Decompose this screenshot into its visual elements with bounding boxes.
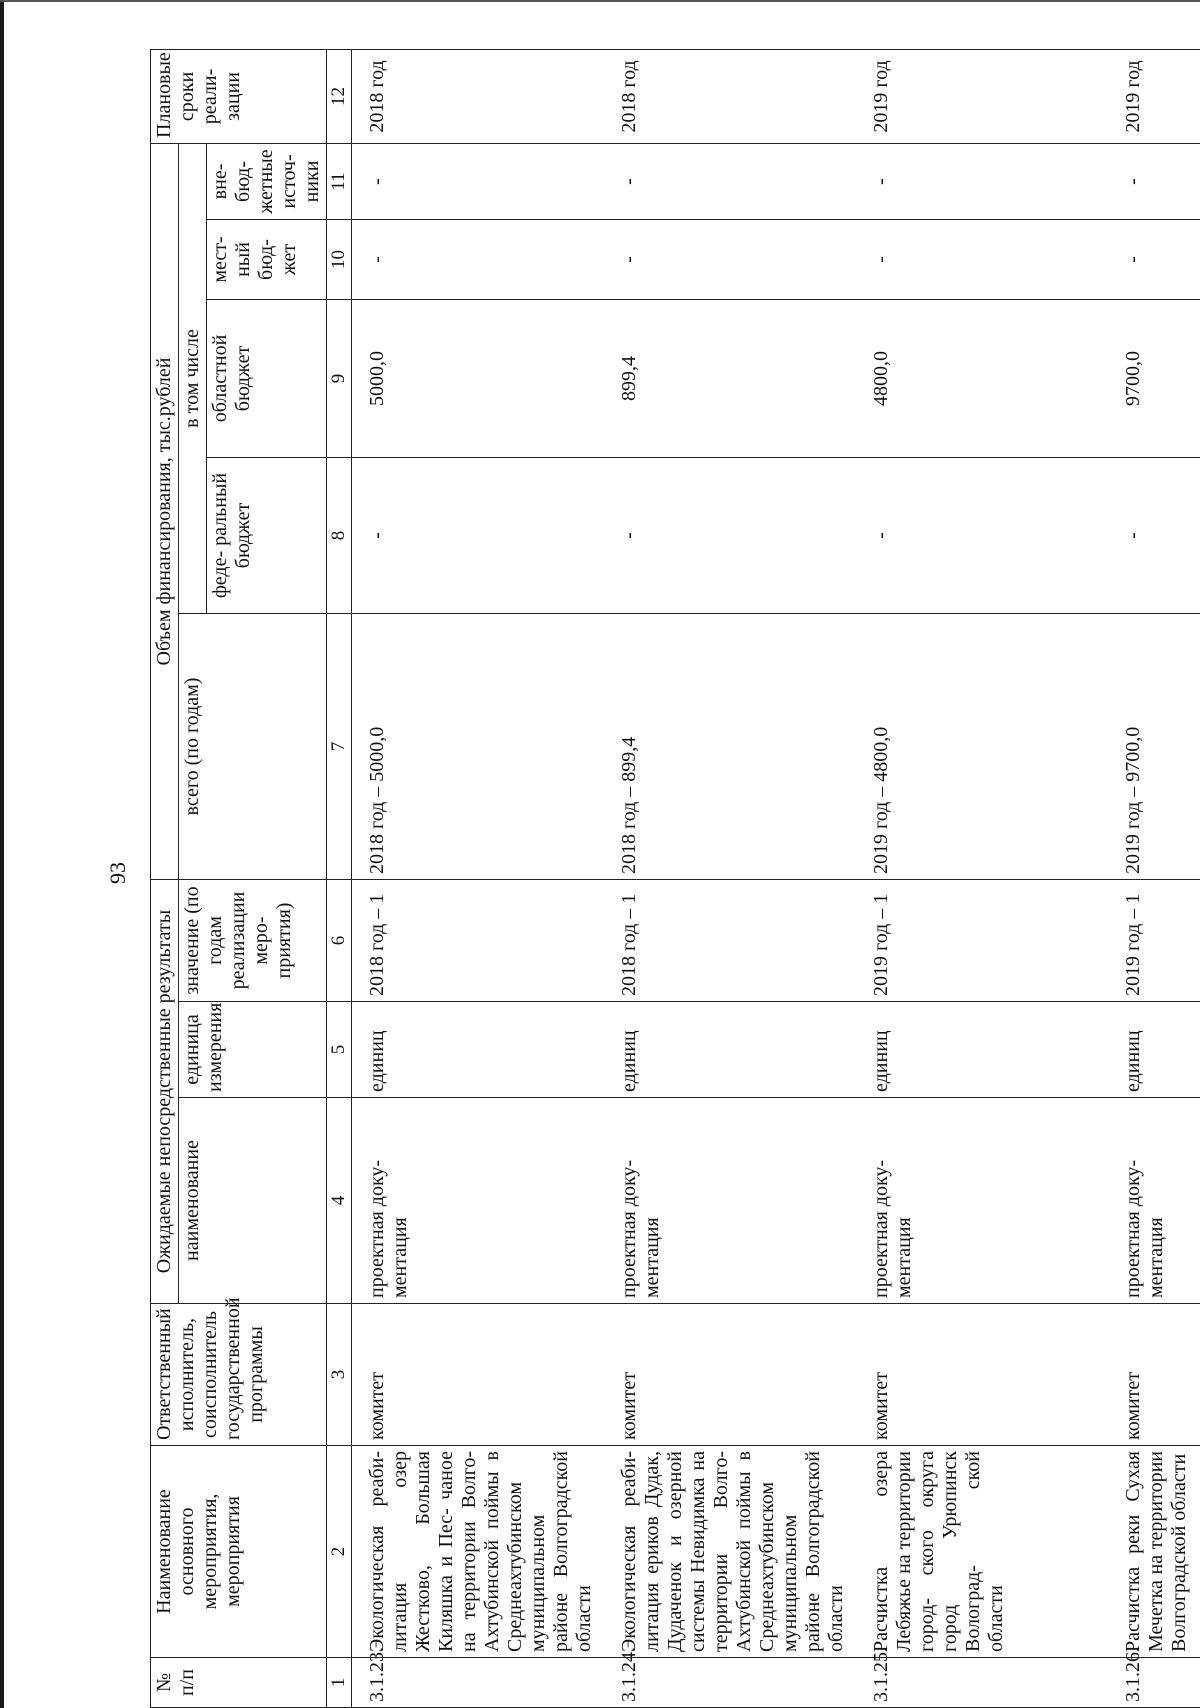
finance-local: -: [351, 220, 604, 300]
row-number: 3.1.26.: [1108, 1658, 1200, 1708]
row-number: 3.1.24.: [604, 1658, 856, 1708]
finance-total: 2018 год – 899,4: [604, 614, 856, 880]
table-row: [1108, 49, 1200, 1707]
row-number: 3.1.23.: [351, 1658, 604, 1708]
column-number-row: [327, 49, 352, 1707]
result-name: проектная доку- ментация: [1108, 1098, 1200, 1304]
header-result-unit: единица измерения: [179, 1002, 327, 1098]
measure-name: Экологическая реаби- литация озер Жестково, Большая Киляшка и Пес- чаное на территории Волго-Ахтубинской поймы в Среднеахтубинском муниципальном районе Волгоградской области: [351, 1446, 604, 1658]
measure-name: Экологическая реаби- литация ериков Дудак, Дудаченок и озерной системы Невидимка на территории Волго- Ахтубинской поймы в Среднеахтубинском муниципальном районе Волгоградской области: [604, 1446, 856, 1658]
header-finance-regional: областной бюджет: [207, 300, 327, 458]
result-name: проектная доку- ментация: [604, 1098, 856, 1304]
planned-terms: 2018 год: [351, 49, 604, 143]
table-row: [351, 49, 604, 1707]
finance-regional: 899,4: [604, 300, 856, 458]
executor: комитет: [604, 1304, 856, 1446]
finance-total: 2019 год – 4800,0: [856, 614, 1108, 880]
table-row: [604, 49, 856, 1707]
header-result-name: наименование: [179, 1098, 327, 1304]
finance-federal: -: [1108, 458, 1200, 614]
header-terms: Плановые сроки реали- зации: [151, 49, 327, 143]
scan-edge: [0, 0, 4, 1708]
result-value: 2019 год – 1: [1108, 880, 1200, 1002]
column-number: 5: [327, 1002, 352, 1098]
header-num: № п/п: [151, 1658, 327, 1708]
finance-federal: -: [856, 458, 1108, 614]
result-unit: единиц: [1108, 1002, 1200, 1098]
row-number: 3.1.25.: [856, 1658, 1108, 1708]
finance-extra: -: [856, 143, 1108, 219]
column-number: 1: [327, 1658, 352, 1708]
finance-local: -: [604, 220, 856, 300]
finance-local: -: [1108, 220, 1200, 300]
planned-terms: 2019 год: [856, 49, 1108, 143]
header-result-value: значение (по годам реализации меро- приятия): [179, 880, 327, 1002]
result-value: 2018 год – 1: [351, 880, 604, 1002]
finance-regional: 4800,0: [856, 300, 1108, 458]
result-name: проектная доку- ментация: [351, 1098, 604, 1304]
table-header: [151, 49, 352, 1707]
header-finance-group: Объем финансирования, тыс.рублей: [151, 143, 179, 879]
column-number: 10: [327, 220, 352, 300]
finance-federal: -: [604, 458, 856, 614]
finance-regional: 9700,0: [1108, 300, 1200, 458]
finance-local: -: [856, 220, 1108, 300]
executor: комитет: [351, 1304, 604, 1446]
column-number: 7: [327, 614, 352, 880]
finance-extra: -: [604, 143, 856, 219]
header-results-group: Ожидаемые непосредственные результаты: [151, 880, 179, 1304]
result-value: 2019 год – 1: [856, 880, 1108, 1002]
header-finance-federal: феде- ральный бюджет: [207, 458, 327, 614]
column-number: 11: [327, 143, 352, 219]
executor: комитет: [856, 1304, 1108, 1446]
column-number: 2: [327, 1446, 352, 1658]
planned-terms: 2019 год: [1108, 49, 1200, 143]
column-number: 4: [327, 1098, 352, 1304]
finance-federal: -: [351, 458, 604, 614]
finance-regional: 5000,0: [351, 300, 604, 458]
result-value: 2018 год – 1: [604, 880, 856, 1002]
table-body: [351, 49, 1200, 1707]
scan-edge-top: [0, 0, 1200, 2]
column-number: 12: [327, 49, 352, 143]
column-number: 3: [327, 1304, 352, 1446]
finance-total: 2018 год – 5000,0: [351, 614, 604, 880]
result-unit: единиц: [856, 1002, 1108, 1098]
header-finance-local: мест- ный бюд- жет: [207, 220, 327, 300]
page-number: 93: [105, 862, 130, 884]
column-number: 9: [327, 300, 352, 458]
executor: комитет: [1108, 1304, 1200, 1446]
measure-name: Расчистка реки Сухая Мечетка на территории Волгоградской области: [1108, 1446, 1200, 1658]
table-row: [856, 49, 1108, 1707]
program-table: [150, 49, 1200, 1708]
measure-name: Расчистка озера Лебяжье на территории город- ского округа город Урюпинск Волоград- ской области: [856, 1446, 1108, 1658]
result-unit: единиц: [351, 1002, 604, 1098]
header-executor: Ответственный исполнитель, соисполнитель государственной программы: [151, 1304, 327, 1446]
header-finance-extra: вне- бюд- жетные источ- ники: [207, 143, 327, 219]
finance-total: 2019 год – 9700,0: [1108, 614, 1200, 880]
result-unit: единиц: [604, 1002, 856, 1098]
finance-extra: -: [351, 143, 604, 219]
header-finance-including: в том числе: [179, 143, 207, 613]
planned-terms: 2018 год: [604, 49, 856, 143]
finance-extra: -: [1108, 143, 1200, 219]
column-number: 6: [327, 880, 352, 1002]
header-name: Наименование основного мероприятия, мероприятия: [151, 1446, 327, 1658]
result-name: проектная доку- ментация: [856, 1098, 1108, 1304]
header-finance-total: всего (по годам): [179, 614, 327, 880]
rotated-document: [150, 50, 1190, 1708]
column-number: 8: [327, 458, 352, 614]
